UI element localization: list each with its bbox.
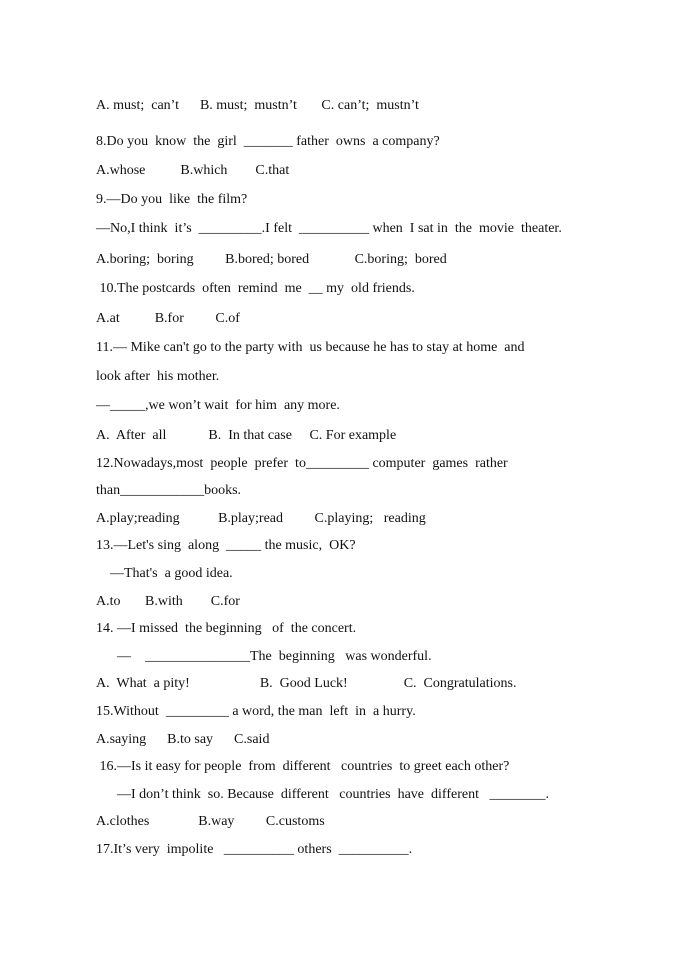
question-14-reply: — _______________The beginning was wonderful.: [96, 649, 432, 664]
question-9-options: A.boring; boring B.bored; bored C.boring; bored: [96, 252, 447, 267]
question-8-options: A.whose B.which C.that: [96, 163, 290, 178]
question-14-stem: 14. —I missed the beginning of the concert.: [96, 621, 357, 636]
question-11-reply: —_____,we won’t wait for him any more.: [96, 398, 340, 413]
question-11-options: A. After all B. In that case C. For example: [96, 428, 397, 443]
question-13-options: A.to B.with C.for: [96, 594, 240, 609]
question-12-options: A.play;reading B.play;read C.playing; reading: [96, 511, 426, 526]
question-14-options: A. What a pity! B. Good Luck! C. Congratulations.: [96, 676, 517, 691]
question-17-stem: 17.It’s very impolite __________ others __________.: [96, 842, 413, 857]
question-8-stem: 8.Do you know the girl _______ father owns a company?: [96, 134, 440, 149]
question-12-stem: 12.Nowadays,most people prefer to_________ computer games rather: [96, 456, 508, 471]
question-9-reply: —No,I think it’s _________.I felt __________ when I sat in the movie theater.: [96, 221, 562, 236]
question-10-options: A.at B.for C.of: [96, 311, 240, 326]
question-11-stem-cont: look after his mother.: [96, 369, 220, 384]
question-16-options: A.clothes B.way C.customs: [96, 814, 325, 829]
question-10-stem: 10.The postcards often remind me __ my old friends.: [96, 281, 415, 296]
question-16-reply: —I don’t think so. Because different countries have different ________.: [96, 787, 549, 802]
question-16-stem: 16.—Is it easy for people from different countries to greet each other?: [96, 759, 510, 774]
question-15-stem: 15.Without _________ a word, the man left in a hurry.: [96, 704, 416, 719]
question-7-options: A. must; can’t B. must; mustn’t C. can’t; mustn’t: [96, 98, 419, 113]
question-12-stem-cont: than____________books.: [96, 483, 242, 498]
question-13-stem: 13.—Let's sing along _____ the music, OK?: [96, 538, 356, 553]
question-11-stem: 11.— Mike can't go to the party with us because he has to stay at home and: [96, 340, 525, 355]
question-15-options: A.saying B.to say C.said: [96, 732, 270, 747]
question-13-reply: —That's a good idea.: [96, 566, 233, 581]
question-9-stem: 9.—Do you like the film?: [96, 192, 248, 207]
